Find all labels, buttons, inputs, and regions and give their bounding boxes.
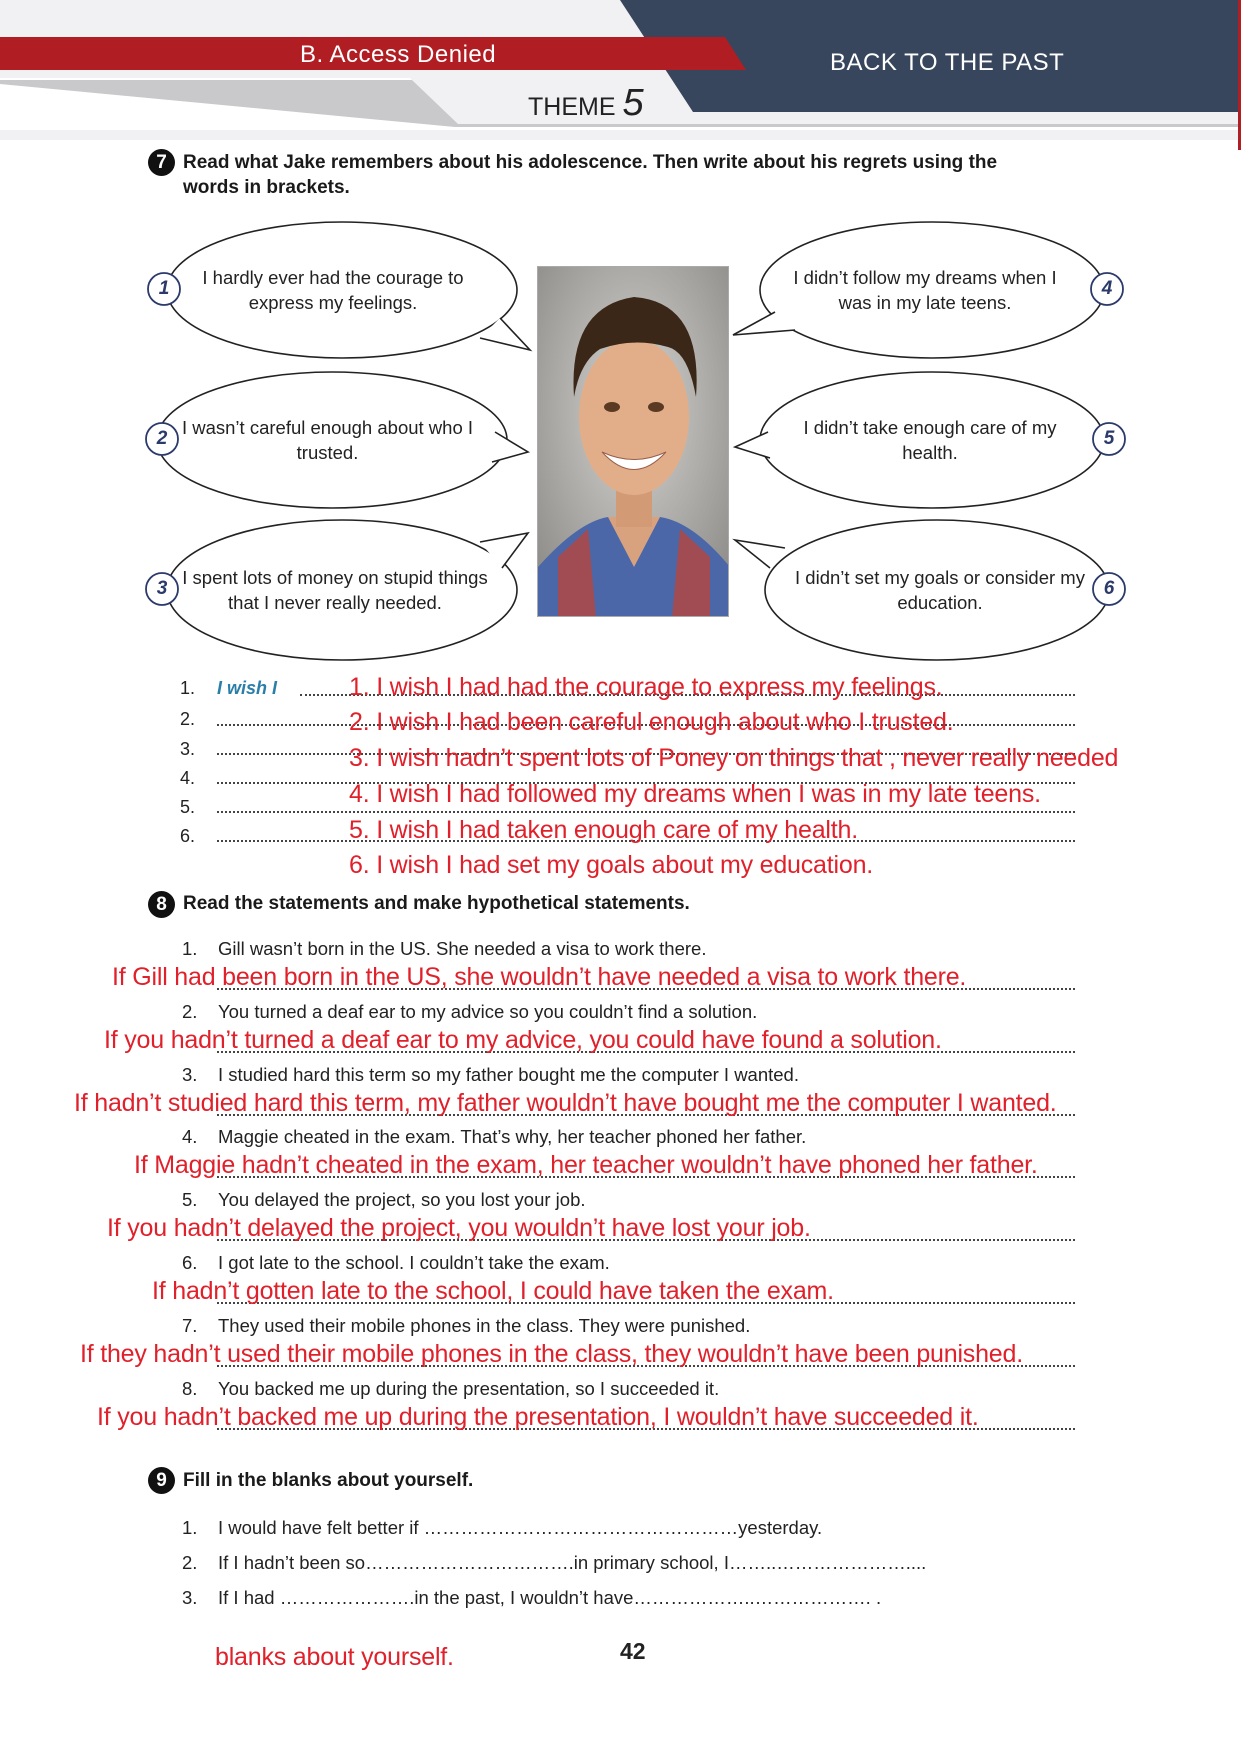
speech-bubble-text: I didn’t follow my dreams when I was in my late teens.: [793, 267, 1057, 313]
line-number: 6.: [180, 826, 196, 846]
item-number: 7.: [182, 1315, 198, 1336]
statement: [182, 1189, 586, 1210]
speech-bubble-text: I spent lots of money on stupid things that I never really needed.: [182, 567, 488, 613]
fill-blank-sentence[interactable]: If I hadn’t been so…………………………….in primary school, I……..…………………....: [218, 1552, 927, 1573]
item-number: 1.: [182, 938, 198, 959]
bubble-number: 5: [1103, 428, 1115, 449]
task-9-number-badge: 9: [148, 1467, 175, 1494]
unit-title: BACK TO THE PAST: [830, 49, 1065, 76]
line-number: 4.: [180, 768, 196, 788]
statement-text: They used their mobile phones in the class. They were punished.: [218, 1315, 751, 1336]
fill-blank-sentence[interactable]: If I had ………………….in the past, I wouldn’t have………………..………………. .: [218, 1587, 882, 1608]
item-number: 4.: [182, 1126, 198, 1147]
handwritten-answer: 3. I wish hadn’t spent lots of Poney on things that , never really needed: [349, 744, 1119, 772]
statement-text: I got late to the school. I couldn’t take the exam.: [218, 1252, 610, 1273]
statement-text: Gill wasn’t born in the US. She needed a visa to work there.: [218, 938, 707, 959]
item-number: 3.: [182, 1064, 198, 1085]
item-number: 5.: [182, 1189, 198, 1210]
bubble-number: 6: [1103, 578, 1115, 599]
statement: [182, 1378, 719, 1399]
speech-bubble-text: I didn’t take enough care of my health.: [803, 417, 1057, 463]
statement: [182, 1126, 806, 1147]
statement: [182, 1315, 750, 1336]
item-number: 8.: [182, 1378, 198, 1399]
task-8-number-badge: 8: [148, 891, 175, 918]
handwritten-answer: 6. I wish I had set my goals about my education.: [349, 851, 874, 879]
handwritten-answer: 4. I wish I had followed my dreams when I was in my late teens.: [349, 780, 1041, 808]
item-number: 6.: [182, 1252, 198, 1273]
line-number: 2.: [180, 709, 196, 729]
handwritten-answer: 2. I wish I had been careful enough about who I trusted.: [349, 708, 954, 736]
task-9-item: 3. If I had ………………….in the past, I wouldn’t have………………..………………. .: [182, 1587, 882, 1608]
task-8-instruction: Read the statements and make hypothetical statements.: [183, 893, 690, 914]
handwritten-answer: If hadn’t gotten late to the school, I could have taken the exam.: [152, 1277, 834, 1305]
page-number: 42: [620, 1638, 646, 1664]
line-number: 1.: [180, 678, 196, 698]
handwritten-note: blanks about yourself.: [215, 1643, 454, 1671]
handwritten-answer: If they hadn’t used their mobile phones in the class, they wouldn’t have been punished.: [80, 1340, 1023, 1368]
speech-bubble-text: I didn’t set my goals or consider my education.: [795, 567, 1085, 613]
task-9-item: 1. I would have felt better if ……………………………………………yesterday.: [182, 1517, 823, 1538]
speech-bubble-text: I wasn’t careful enough about who I trusted.: [181, 417, 474, 463]
handwritten-answer: 5. I wish I had taken enough care of my health.: [349, 816, 858, 844]
statement: [182, 1001, 757, 1022]
handwritten-answer: If you hadn’t turned a deaf ear to my advice, you could have found a solution.: [104, 1026, 942, 1054]
statement-text: You backed me up during the presentation, so I succeeded it.: [218, 1378, 720, 1399]
handwritten-answer: If you hadn’t delayed the project, you wouldn’t have lost your job.: [107, 1214, 811, 1242]
statement: [182, 1064, 799, 1085]
line-number: 3.: [180, 739, 196, 759]
example-answer: I wish I: [217, 678, 278, 698]
task-7-number-badge: 7: [148, 149, 175, 176]
task-9-item: 2. If I hadn’t been so…………………………….in primary school, I……..…………………....: [182, 1552, 927, 1573]
section-title: B. Access Denied: [300, 41, 497, 68]
theme-number: 5: [622, 82, 644, 124]
statement-text: You delayed the project, so you lost your job.: [218, 1189, 586, 1210]
fill-blank-sentence[interactable]: I would have felt better if ……………………………………………yesterday.: [218, 1517, 823, 1538]
handwritten-answer: 1. I wish I had had the courage to express my feelings.: [349, 673, 943, 701]
statement: [182, 938, 706, 959]
handwritten-answer: If Maggie hadn’t cheated in the exam, her teacher wouldn’t have phoned her father.: [134, 1151, 1038, 1179]
jake-photo: [537, 266, 729, 617]
speech-bubble-text: I hardly ever had the courage to express my feelings.: [202, 267, 464, 313]
answer-line[interactable]: [217, 811, 1075, 813]
statement: [182, 1252, 610, 1273]
line-number: 5.: [180, 797, 196, 817]
handwritten-answer: If Gill had been born in the US, she wouldn’t have needed a visa to work there.: [112, 963, 967, 991]
bubble-number: 1: [158, 278, 170, 299]
theme-label: THEME 5: [528, 82, 644, 124]
statement-text: I studied hard this term so my father bought me the computer I wanted.: [218, 1064, 799, 1085]
handwritten-answer: If hadn’t studied hard this term, my father wouldn’t have bought me the computer I wanted.: [74, 1089, 1057, 1117]
bubble-number: 2: [156, 428, 168, 449]
item-number: 2.: [182, 1001, 198, 1022]
statement-text: Maggie cheated in the exam. That’s why, her teacher phoned her father.: [218, 1126, 807, 1147]
statement-text: You turned a deaf ear to my advice so you couldn’t find a solution.: [218, 1001, 758, 1022]
task-9-instruction: Fill in the blanks about yourself.: [183, 1470, 474, 1491]
bubble-number: 4: [1101, 278, 1113, 299]
bubble-number: 3: [156, 578, 168, 599]
task-7-instruction: Read what Jake remembers about his adolescence. Then write about his regrets using the words in brackets.: [183, 152, 998, 198]
handwritten-answer: If you hadn’t backed me up during the presentation, I wouldn’t have succeeded it.: [97, 1403, 979, 1431]
